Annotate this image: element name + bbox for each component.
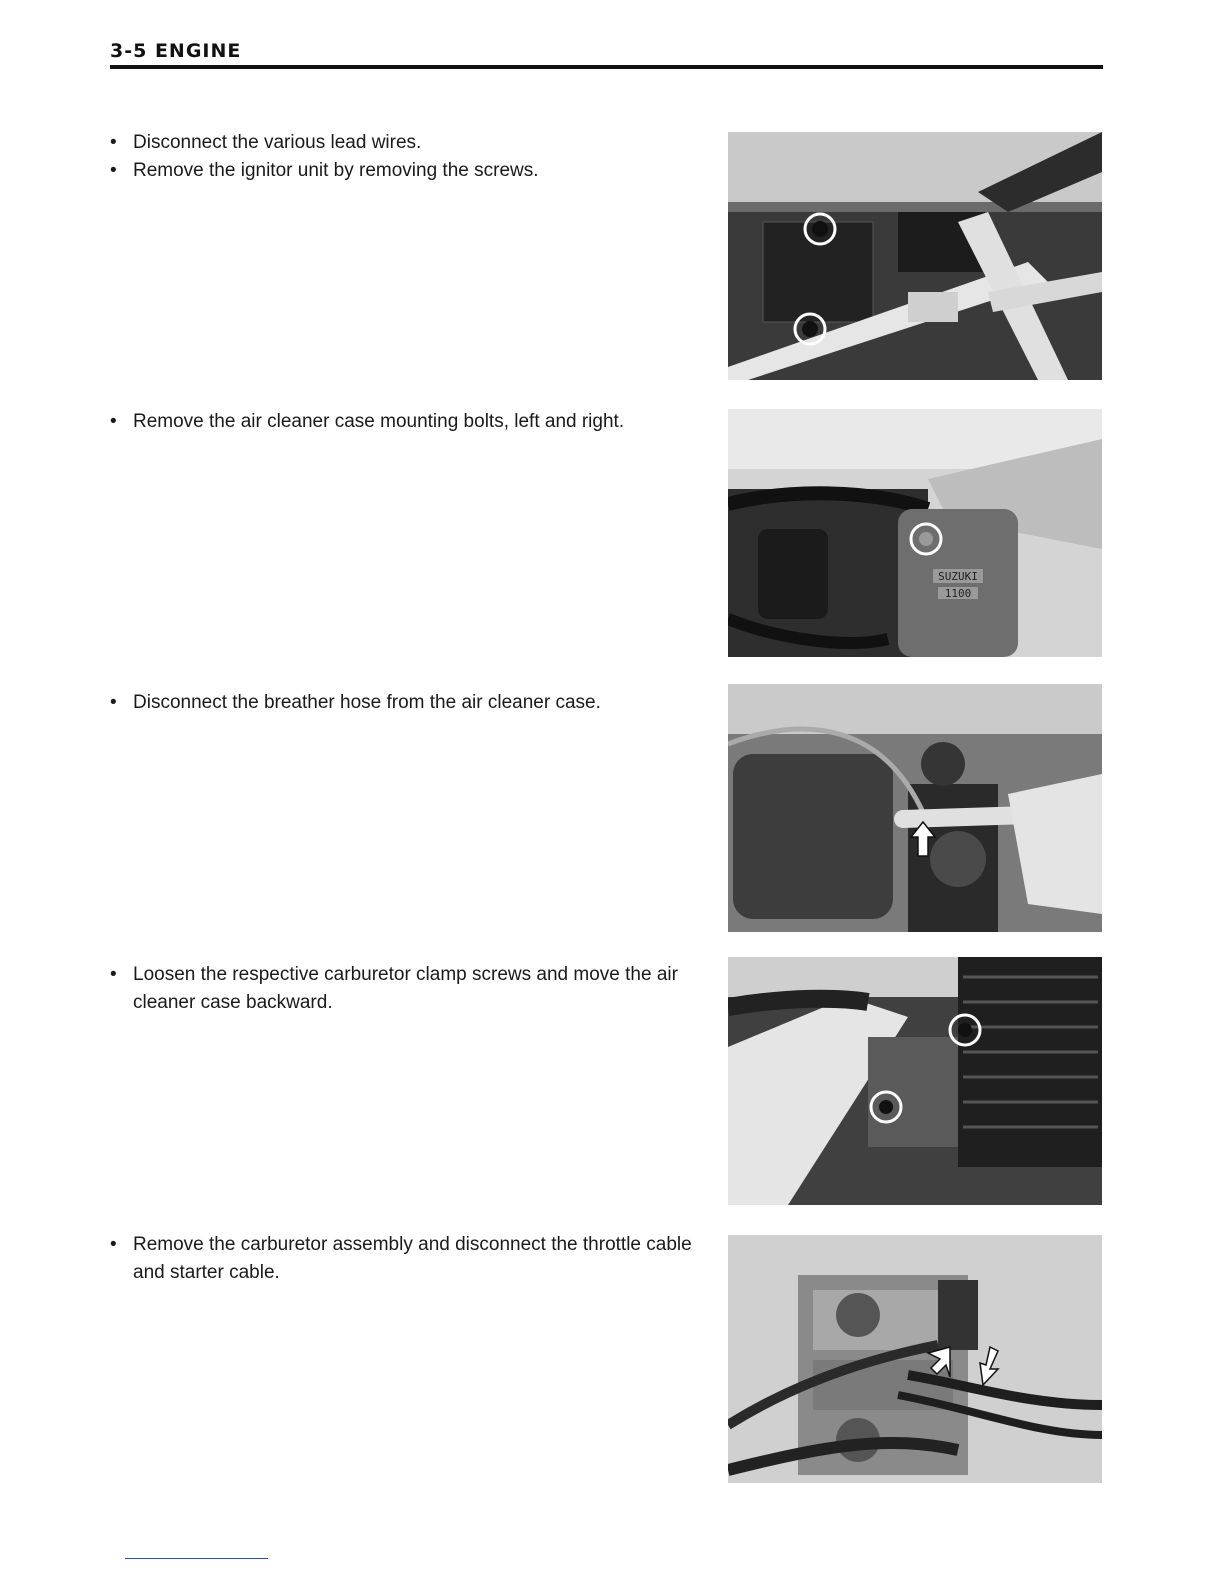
step-item [110,157,710,185]
step-item [110,129,710,157]
step-item [110,408,710,436]
step-text: Disconnect the breather hose from the air cleaner case. [133,692,601,713]
photo-air-cleaner-case [728,409,1102,657]
bullet-icon: • [110,411,117,432]
case-label-brand: SUZUKI [938,570,978,583]
bullet-icon: • [110,132,117,153]
step-text: Disconnect the various lead wires. [133,132,422,153]
photo-carburetor-clamps [728,957,1102,1205]
header-rule [110,65,1103,69]
bullet-icon: • [110,964,117,985]
photo-carburetor-assembly [728,1235,1102,1483]
step-text: Remove the ignitor unit by removing the screws. [133,160,539,181]
photo-breather-hose [728,684,1102,932]
bullet-icon: • [110,1234,117,1255]
page-header [110,40,1103,70]
photo-ignitor-unit [728,132,1102,380]
step-item [110,961,710,1017]
step-text: Remove the carburetor assembly and disconnect the throttle cable and starter cable. [133,1234,692,1283]
step-item [110,689,710,717]
step-text: Remove the air cleaner case mounting bolts, left and right. [133,411,625,432]
step-text: Loosen the respective carburetor clamp screws and move the air cleaner case backward. [133,964,678,1013]
footer-link-underline[interactable] [125,1558,268,1559]
bullet-icon: • [110,692,117,713]
step-item [110,1231,710,1287]
bullet-icon: • [110,160,117,181]
case-label-model: 1100 [944,587,972,600]
page-title: 3-5 ENGINE [110,40,242,62]
